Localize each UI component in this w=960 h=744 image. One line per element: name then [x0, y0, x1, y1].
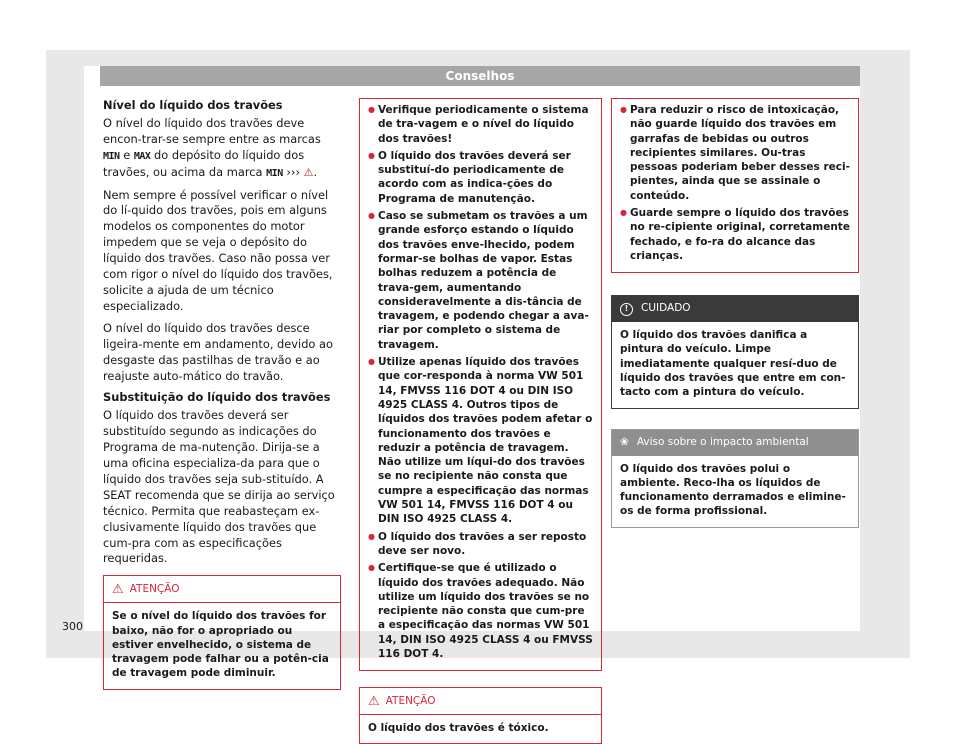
warning-box-toxic: [359, 687, 602, 744]
caution-title: CUIDADO: [641, 302, 691, 315]
min-mark-label-2: MIN: [266, 167, 283, 179]
warning-triangle-icon: ⚠: [112, 582, 124, 598]
list-item: ● Para reduzir o risco de intoxicação, não guarde líquido dos travões em garrafas de bebidas ou outros recipientes similares. Ou-tras pessoas poderiam beber desses reci-pientes, ainda que se assinale o conteúdo.: [620, 103, 850, 203]
list-item: ● Caso se submetam os travões a um grande esforço estando o líquido dos travões enve-lhecido, podem formar-se bolhas de vapor. Estas bolhas reduzem a potência de trava-gem, aumentando consideravelmente a dis-tância de travagem, e podendo chegar a ava-riar por completo o sistema de travagem.: [368, 209, 593, 352]
warning-box-header: [360, 688, 601, 715]
warning-triangle-icon: ⚠: [368, 694, 380, 710]
warning-list-box: [359, 98, 602, 671]
reference-arrows: ›››: [286, 164, 301, 179]
leaf-icon: ❀: [620, 435, 629, 448]
warning-text: O líquido dos travões é tóxico.: [368, 722, 549, 735]
max-mark-label: MAX: [133, 150, 151, 162]
column-right: [611, 98, 859, 528]
environment-box-header: [612, 430, 858, 456]
paragraph-replacement: O líquido dos travões deverá ser substituído segundo as indicações do Programa de ma-nutenção. Dirija-se a uma oficina especializa-da para que o líquido dos travões seja sub-stituído. A SEAT recomenda que se dirija ao serviço técnico. Permita que reabasteçam ex-clusivamente líquido dos travões que cum-pra com as especificações requeridas.: [103, 408, 335, 566]
paragraph-level-marks: O nível do líquido dos travões deve encon-trar-se sempre entre as marcas MIN e MAX do depósito do líquido dos travões, ou acima da marca MIN ››› ⚠.: [103, 115, 321, 179]
list-item: ● O líquido dos travões a ser reposto deve ser novo.: [368, 530, 593, 559]
environment-text: O líquido dos travões polui o ambiente. Reco-lha os líquidos de funcionamento derramados e elimine-os de forma profissional.: [620, 462, 846, 518]
heading-brake-fluid-level: Nível do líquido dos travões: [103, 98, 283, 112]
column-left: [103, 98, 341, 690]
warning-triangle-icon: ⚠: [303, 165, 314, 179]
environment-title: Aviso sobre o impacto ambiental: [636, 435, 809, 448]
warning-title: ATENÇÃO: [385, 695, 436, 708]
list-item: ● O líquido dos travões deverá ser substituí-do periodicamente de acordo com as indica-ções do Programa de manutenção.: [368, 149, 593, 206]
heading-fluid-replacement: Substituição do líquido dos travões: [103, 390, 331, 405]
warning-title: ATENÇÃO: [129, 583, 180, 596]
environment-box: [611, 429, 859, 528]
list-item: ● Utilize apenas líquido dos travões que cor-responda à norma VW 501 14, FMVSS 116 DOT 4 ou DIN ISO 4925 CLASS 4. Outros tipos de líquidos dos travões podem afetar o funcionamento dos travões e reduzir a potência de travagem. Não utilize um líqui-do dos travões se no recipiente não consta que cumpre a especificação das normas VW 501 14, FMVSS 116 DOT 4 ou DIN ISO 4925 CLASS 4.: [368, 355, 593, 527]
page-number: 300: [62, 620, 83, 633]
list-item: ● Guarde sempre o líquido dos travões no re-cipiente original, corretamente fechado, e fo-ra do alcance das crianças.: [620, 206, 850, 263]
min-mark-label: MIN: [103, 150, 120, 162]
paragraph-visibility: Nem sempre é possível verificar o nível do lí-quido dos travões, pois em alguns modelos os componentes do motor impedem que se veja o depósito do líquido dos travões. Caso não possa ver com rigor o nível do líquido dos travões, solicite a ajuda de um técnico especializado.: [103, 187, 333, 313]
warning-list-box-continued: [611, 98, 859, 273]
paragraph-level-drop: O nível do líquido dos travões desce ligeira-mente em andamento, devido ao desgaste das pastilhas de travão e ao reajuste auto-mático do travão.: [103, 320, 333, 383]
list-item: ● Certifique-se que é utilizado o líquido dos travões adequado. Não utilize um líquido dos travões se no recipiente não consta que cum-pre a especificação das normas VW 501 14, DIN ISO 4925 CLASS 4 ou FMVSS 116 DOT 4.: [368, 561, 593, 661]
column-middle: [359, 98, 602, 744]
list-item: ● Verifique periodicamente o sistema de tra-vagem e o nível do líquido dos travões!: [368, 103, 593, 146]
caution-box-header: [612, 296, 858, 322]
warning-text: Se o nível do líquido dos travões for baixo, não for o apropriado ou estiver envelhecido, o sistema de travagem pode falhar ou a potên-cia de travagem pode diminuir.: [112, 610, 329, 680]
caution-text: O líquido dos travões danifica a pintura do veículo. Limpe imediatamente qualquer resí-duo de líquido dos travões que entre em con-tacto com a pintura do veículo.: [620, 329, 846, 399]
info-circle-icon: !: [620, 303, 633, 316]
section-header: Conselhos: [100, 66, 860, 86]
warning-box-header: [104, 576, 340, 603]
caution-box: [611, 295, 859, 408]
warning-box: [103, 575, 341, 689]
